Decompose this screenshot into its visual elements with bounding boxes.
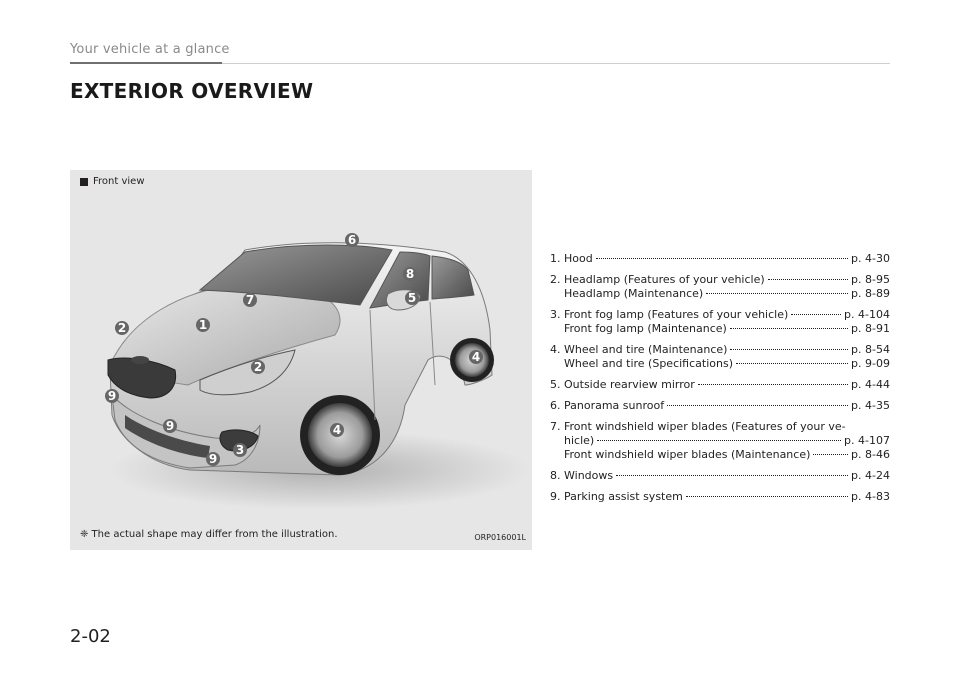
- callout-6: [345, 233, 359, 247]
- callout-9a: [105, 389, 119, 403]
- illustration-code: ORP016001L: [474, 533, 526, 542]
- list-item: [550, 399, 890, 413]
- svg-text:3: 3: [235, 443, 245, 457]
- item-page: p. 4-104: [844, 308, 890, 321]
- list-item: [550, 420, 890, 462]
- svg-text:9: 9: [107, 389, 117, 403]
- section-header: Your vehicle at a glance: [70, 42, 230, 57]
- page-number: 2-02: [70, 626, 111, 647]
- svg-text:9: 9: [208, 452, 218, 466]
- item-label: Headlamp (Maintenance): [564, 287, 704, 300]
- callout-4b: [469, 350, 483, 364]
- item-label: Front windshield wiper blades (Maintenance): [564, 448, 811, 461]
- svg-text:7: 7: [245, 293, 255, 307]
- rear-side-window: [432, 256, 474, 299]
- item-label: Front fog lamp (Maintenance): [564, 322, 727, 335]
- item-label: Outside rearview mirror: [564, 378, 695, 391]
- item-number: 4.: [550, 343, 561, 356]
- item-label: Headlamp (Features of your vehicle): [564, 273, 765, 286]
- item-page: p. 9-09: [851, 357, 890, 370]
- list-item: [550, 490, 890, 504]
- callout-1: [196, 318, 210, 332]
- svg-text:9: 9: [165, 419, 175, 433]
- badge: [131, 356, 149, 364]
- callout-9c: [206, 452, 220, 466]
- item-page: p. 4-35: [851, 399, 890, 412]
- list-item: [550, 469, 890, 483]
- svg-text:6: 6: [347, 233, 357, 247]
- section-rule-accent: [70, 62, 222, 64]
- list-item: [550, 308, 890, 336]
- item-number: 6.: [550, 399, 561, 412]
- item-number: 1.: [550, 252, 561, 265]
- svg-text:1: 1: [198, 318, 208, 332]
- illustration-note: ❈ The actual shape may differ from the illustration.: [80, 529, 338, 540]
- svg-text:8: 8: [405, 267, 415, 281]
- item-number: 9.: [550, 490, 561, 503]
- page-title: EXTERIOR OVERVIEW: [70, 79, 314, 103]
- item-number: 5.: [550, 378, 561, 391]
- item-label: Hood: [564, 252, 593, 265]
- item-page: p. 4-44: [851, 378, 890, 391]
- item-label: Wheel and tire (Maintenance): [564, 343, 728, 356]
- item-label: Parking assist system: [564, 490, 683, 503]
- item-label: Front windshield wiper blades (Features of your ve-: [564, 420, 846, 433]
- item-page: p. 8-91: [851, 322, 890, 335]
- callout-2a: [115, 321, 129, 335]
- vehicle-illustration: [70, 170, 532, 550]
- list-item: [550, 273, 890, 301]
- callout-7: [243, 293, 257, 307]
- item-label: Windows: [564, 469, 614, 482]
- callout-8: [403, 267, 417, 281]
- callout-3: [233, 443, 247, 457]
- item-number: 3.: [550, 308, 561, 321]
- item-label: Wheel and tire (Specifications): [564, 357, 733, 370]
- svg-text:2: 2: [117, 321, 127, 335]
- svg-text:4: 4: [332, 423, 342, 437]
- callout-4a: [330, 423, 344, 437]
- item-page: p. 8-95: [851, 273, 890, 286]
- item-page: p. 4-30: [851, 252, 890, 265]
- car-drawing: [70, 170, 532, 550]
- callout-2b: [251, 360, 265, 374]
- item-label: Panorama sunroof: [564, 399, 665, 412]
- callout-5: [405, 291, 419, 305]
- item-page: p. 8-89: [851, 287, 890, 300]
- item-number: 7.: [550, 420, 561, 433]
- callout-9b: [163, 419, 177, 433]
- svg-text:5: 5: [407, 291, 417, 305]
- parts-list: [550, 252, 890, 511]
- item-number: 2.: [550, 273, 561, 286]
- item-page: p. 4-107: [844, 434, 890, 447]
- list-item: [550, 252, 890, 266]
- list-item: [550, 378, 890, 392]
- item-page: p. 8-54: [851, 343, 890, 356]
- svg-text:2: 2: [253, 360, 263, 374]
- item-page: p. 4-83: [851, 490, 890, 503]
- item-page: p. 8-46: [851, 448, 890, 461]
- svg-text:4: 4: [471, 350, 481, 364]
- view-label-text: Front view: [93, 176, 145, 187]
- item-label: hicle): [564, 434, 595, 447]
- item-page: p. 4-24: [851, 469, 890, 482]
- list-item: [550, 343, 890, 371]
- item-label: Front fog lamp (Features of your vehicle): [564, 308, 789, 321]
- item-number: 8.: [550, 469, 561, 482]
